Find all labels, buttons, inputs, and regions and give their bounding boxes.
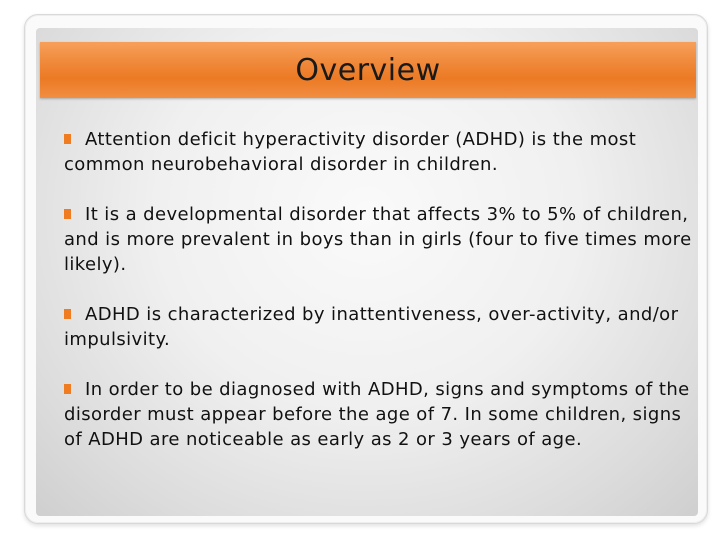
bullet-list xyxy=(64,127,704,477)
square-bullet-icon xyxy=(64,309,71,319)
bullet-item-3 xyxy=(64,302,704,352)
bullet-item-2 xyxy=(64,202,704,277)
bullet-text-3: ADHD is characterized by inattentiveness, over-activity, and/or impulsivity. xyxy=(64,304,679,350)
square-bullet-icon xyxy=(64,209,71,219)
square-bullet-icon xyxy=(64,134,71,144)
square-bullet-icon xyxy=(64,384,71,394)
slide-title: Overview xyxy=(295,53,441,88)
bullet-text-2: It is a developmental disorder that affects 3% to 5% of children, and is more prevalent in boys than in girls (four to five times more likely). xyxy=(64,204,692,275)
bullet-item-1 xyxy=(64,127,704,177)
bullet-item-4 xyxy=(64,377,704,452)
bullet-text-1: Attention deficit hyperactivity disorder (ADHD) is the most common neurobehavioral disorder in children. xyxy=(64,129,637,175)
bullet-text-4: In order to be diagnosed with ADHD, signs and symptoms of the disorder must appear before the age of 7. In some children, signs of ADHD are noticeable as early as 2 or 3 years of age. xyxy=(64,379,690,450)
